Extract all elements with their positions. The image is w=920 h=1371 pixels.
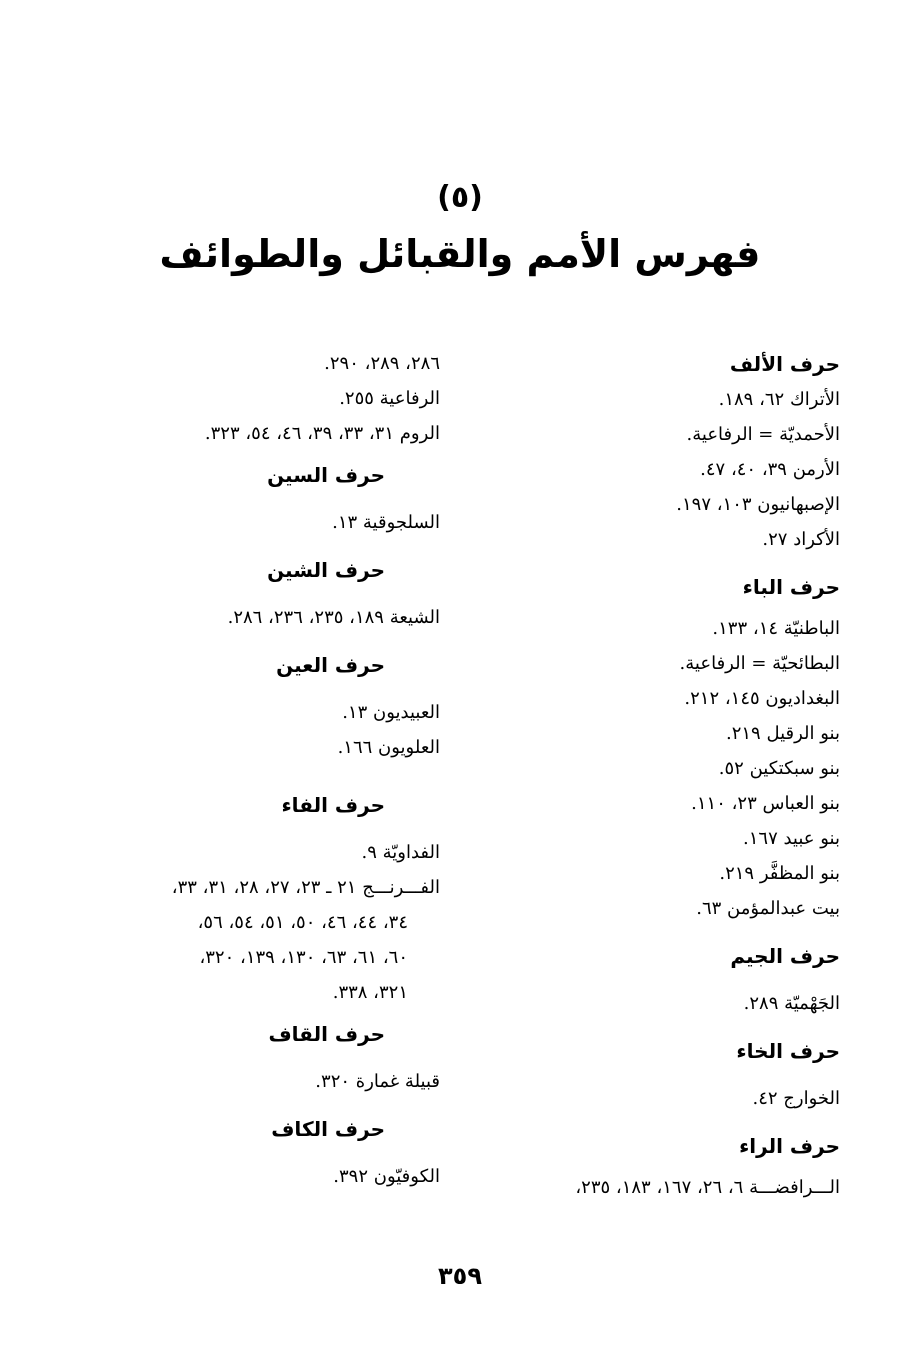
index-entry: ٢٨٦، ٢٨٩، ٢٩٠. <box>324 353 440 374</box>
index-entry-continuation: ٦٠، ٦١، ٦٣، ١٣٠، ١٣٩، ٣٢٠، <box>199 947 408 968</box>
index-entry: قبيلة غمارة ٣٢٠. <box>315 1071 440 1092</box>
index-entry: الأرمن ٣٩، ٤٠، ٤٧. <box>700 459 840 480</box>
letter-heading-fa: حرف الفاء <box>281 793 385 817</box>
letter-heading-sin: حرف السين <box>267 463 385 487</box>
index-entry: الأتراك ٦٢، ١٨٩. <box>718 389 840 410</box>
letter-heading-qaf: حرف القاف <box>268 1022 385 1046</box>
section-number: (٥) <box>437 180 483 215</box>
index-column-right <box>480 346 840 1205</box>
index-entry: بيت عبدالمؤمن ٦٣. <box>696 898 840 919</box>
index-entry: الباطنيّة ١٤، ١٣٣. <box>712 618 840 639</box>
index-entry: الشيعة ١٨٩، ٢٣٥، ٢٣٦، ٢٨٦. <box>227 607 440 628</box>
index-entry: بنو عبيد ١٦٧. <box>743 828 840 849</box>
letter-heading-shin: حرف الشين <box>267 558 385 582</box>
letter-heading-ra: حرف الراء <box>739 1134 840 1158</box>
index-entry: الجَهْميّة ٢٨٩. <box>743 993 840 1014</box>
index-entry: السلجوقية ١٣. <box>332 512 440 533</box>
index-entry: الكوفيّون ٣٩٢. <box>333 1166 440 1187</box>
index-entry: الـــرافضـــة ٦، ٢٦، ١٦٧، ١٨٣، ٢٣٥، <box>575 1177 840 1198</box>
index-entry: الروم ٣١، ٣٣، ٣٩، ٤٦، ٥٤، ٣٢٣. <box>204 423 440 444</box>
index-column-left <box>70 346 440 1194</box>
letter-heading-ayn: حرف العين <box>276 653 385 677</box>
index-entry-continuation: ٣٤، ٤٤، ٤٦، ٥٠، ٥١، ٥٤، ٥٦، <box>197 912 408 933</box>
index-entry: البطائحيّة = الرفاعية. <box>679 653 840 674</box>
letter-heading-kaf: حرف الكاف <box>271 1117 385 1141</box>
index-entry: بنو العباس ٢٣، ١١٠. <box>691 793 840 814</box>
letter-heading-jim: حرف الجيم <box>730 944 840 968</box>
index-entry: العلويون ١٦٦. <box>337 737 440 758</box>
page-title: فهرس الأمم والقبائل والطوائف <box>159 232 761 276</box>
index-entry: الأحمديّة = الرفاعية. <box>686 424 840 445</box>
index-entry: الأكراد ٢٧. <box>762 529 840 550</box>
letter-heading-ba: حرف الباء <box>742 575 840 599</box>
letter-heading-kha: حرف الخاء <box>736 1039 840 1063</box>
index-entry-continuation: ٣٢١، ٣٣٨. <box>332 982 408 1003</box>
index-entry: الخوارج ٤٢. <box>752 1088 840 1109</box>
index-entry: الرفاعية ٢٥٥. <box>339 388 440 409</box>
index-entry: بنو المظفَّر ٢١٩. <box>719 863 840 884</box>
index-entry: البغداديون ١٤٥، ٢١٢. <box>684 688 840 709</box>
index-entry: الفـــرنـــج ٢١ ـ ٢٣، ٢٧، ٢٨، ٣١، ٣٣، <box>171 877 440 898</box>
index-entry: العبيديون ١٣. <box>342 702 440 723</box>
page-number: ٣٥٩ <box>438 1262 482 1290</box>
letter-heading-alif: حرف الألف <box>729 352 840 376</box>
index-entry: الفداويّة ٩. <box>361 842 440 863</box>
index-entry: الإصبهانيون ١٠٣، ١٩٧. <box>676 494 840 515</box>
index-entry: بنو سبكتكين ٥٢. <box>718 758 840 779</box>
index-entry: بنو الرقيل ٢١٩. <box>725 723 840 744</box>
